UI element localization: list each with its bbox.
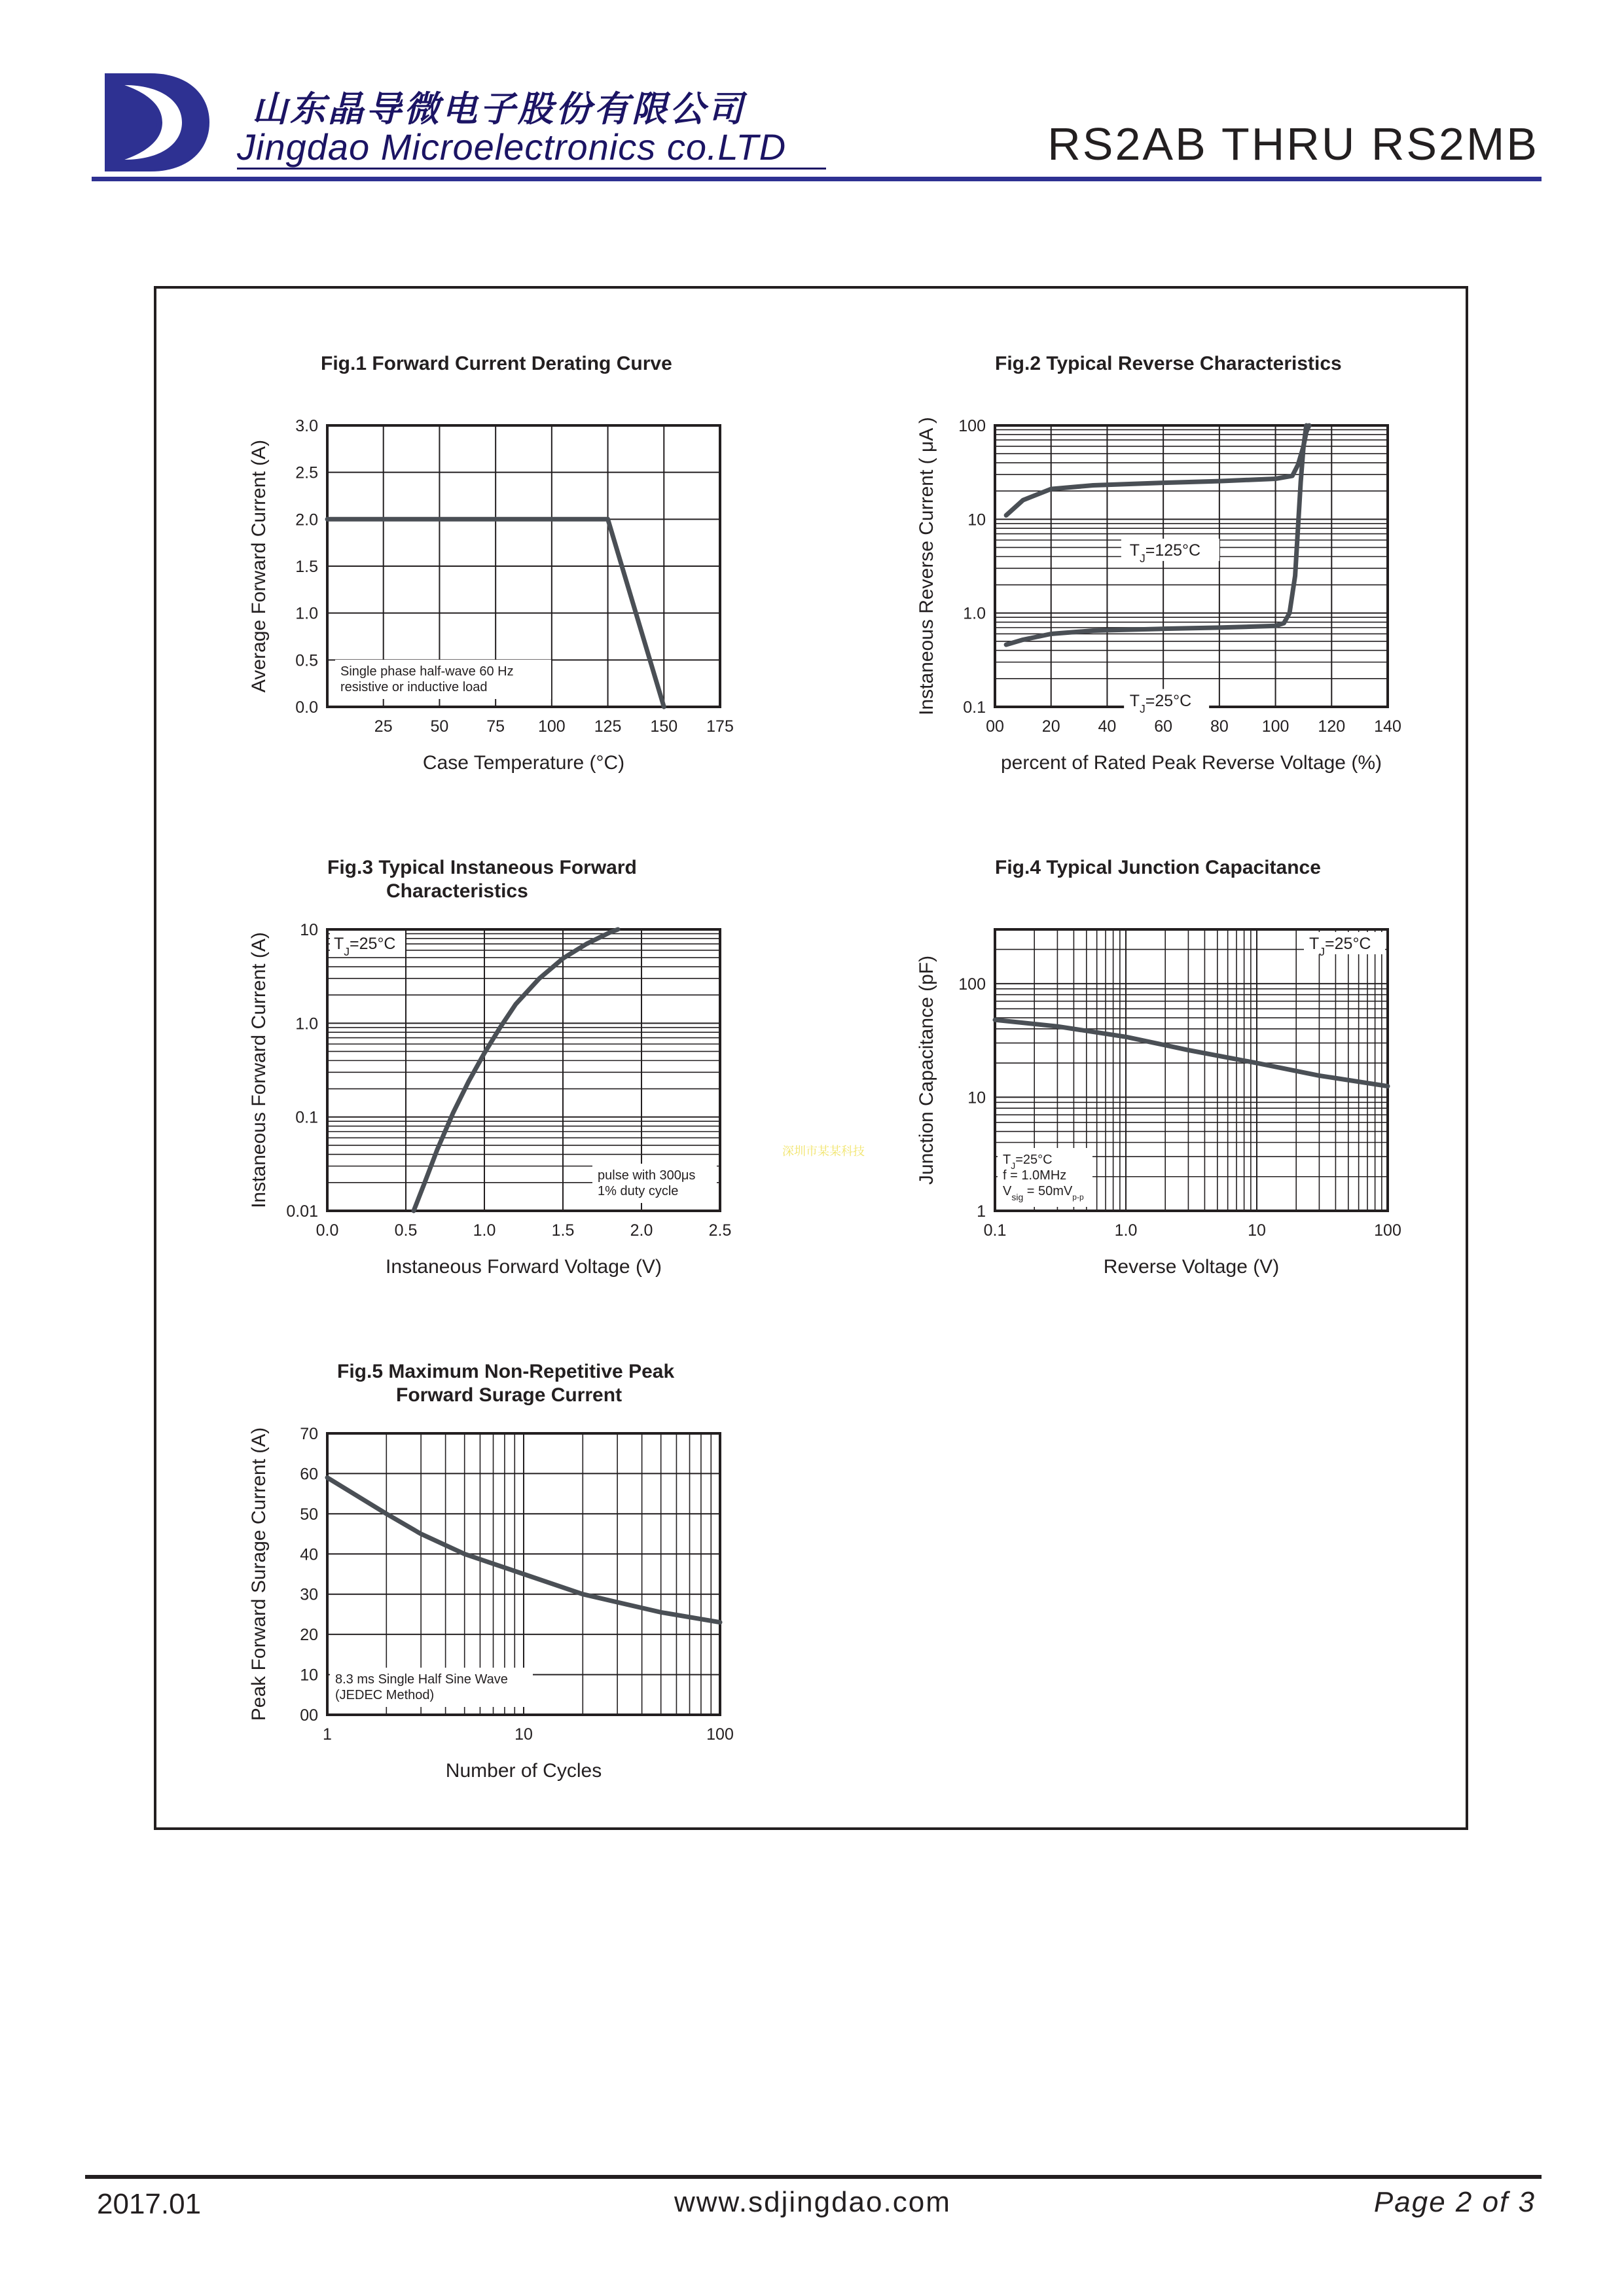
fig1-xtick-label: 100 [537, 717, 566, 736]
fig4-label-tj-sub: J [1319, 945, 1326, 958]
fig2-label-25-main: T [1129, 691, 1140, 710]
fig1-ytick-label: 1.5 [295, 558, 318, 576]
fig3-xtick-label: 1.0 [473, 1221, 496, 1240]
fig2-ytick-label: 1.0 [963, 604, 986, 623]
fig5-ytick-label: 40 [300, 1545, 318, 1564]
fig5-note-line: 8.3 ms Single Half Sine Wave [335, 1672, 508, 1687]
footer-website-link[interactable]: www.sdjingdao.com [674, 2186, 951, 2218]
fig1-ytick-label: 0.5 [295, 651, 318, 670]
fig3-title: Fig.3 Typical Instaneous Forward [327, 857, 637, 878]
fig5-note-line: (JEDEC Method) [335, 1688, 435, 1702]
fig1-ytick-label: 3.0 [295, 417, 318, 435]
fig3-ytick-label: 0.01 [286, 1202, 318, 1221]
fig5-xtick-label: 1 [323, 1725, 332, 1744]
fig4-note-line-sub2: p-p [1072, 1193, 1084, 1202]
fig1-xlabel: Case Temperature (°C) [422, 752, 625, 774]
fig4-note-line-sub: sig [1011, 1192, 1024, 1202]
fig5-title: Fig.5 Maximum Non-Repetitive Peak [337, 1361, 675, 1382]
fig4-ylabel: Junction Capacitance (pF) [916, 955, 937, 1185]
fig4-xtick-label: 0.1 [983, 1221, 1007, 1240]
fig5-ylabel: Peak Forward Surage Current (A) [248, 1427, 270, 1721]
fig5-xtick-label: 10 [514, 1725, 533, 1744]
fig2-label-125-rest: =125°C [1145, 541, 1201, 560]
fig2-xtick-label: 00 [986, 717, 1004, 736]
fig4-capacitance-chart [890, 844, 1466, 1283]
fig2-xtick-label: 60 [1154, 717, 1173, 736]
fig5-ytick-label: 10 [300, 1666, 318, 1685]
fig3-label-tj-sub: J [344, 945, 350, 958]
fig3-ytick-label: 10 [300, 921, 318, 939]
fig3-xlabel: Instaneous Forward Voltage (V) [386, 1256, 662, 1278]
fig3-ylabel: Instaneous Forward Current (A) [248, 932, 270, 1208]
fig3-forward-chart [236, 844, 812, 1283]
fig4-xtick-label: 10 [1248, 1221, 1266, 1240]
company-underline [237, 168, 826, 170]
fig4-ytick-label: 1 [977, 1202, 986, 1221]
fig1-ytick-label: 2.5 [295, 463, 318, 482]
fig1-ytick-label: 2.0 [295, 511, 318, 529]
fig4-note-line-sub: J [1011, 1160, 1016, 1171]
footer-date: 2017.01 [97, 2188, 202, 2220]
fig2-xtick-label: 120 [1318, 717, 1346, 736]
fig2-label-125-main: T [1129, 541, 1140, 560]
fig4-ytick-label: 10 [967, 1088, 986, 1107]
fig4-xtick-label: 1.0 [1114, 1221, 1138, 1240]
fig3-xtick-label: 0.0 [316, 1221, 339, 1240]
fig5-ytick-label: 70 [300, 1425, 318, 1443]
fig4-xlabel: Reverse Voltage (V) [1103, 1256, 1280, 1278]
fig1-ytick-label: 0.0 [295, 698, 318, 717]
fig2-reverse-chart [890, 340, 1466, 779]
fig5-ytick-label: 00 [300, 1706, 318, 1725]
fig1-note-line: resistive or inductive load [340, 680, 488, 694]
fig3-ytick-label: 1.0 [295, 1014, 318, 1033]
fig4-note-line: f = 1.0MHz [1003, 1168, 1067, 1183]
fig2-ytick-label: 0.1 [963, 698, 986, 717]
fig1-ytick-label: 1.0 [295, 604, 318, 623]
fig1-xtick-label: 125 [594, 717, 622, 736]
fig5-xlabel: Number of Cycles [445, 1760, 602, 1782]
fig4-note-line-rest: = 50mV [1023, 1184, 1073, 1198]
fig2-ytick-label: 10 [967, 511, 986, 529]
fig3-xtick-label: 0.5 [394, 1221, 418, 1240]
fig3-note-line: 1% duty cycle [598, 1184, 679, 1198]
fig2-xtick-label: 100 [1261, 717, 1290, 736]
fig2-label-125-sub: J [1139, 552, 1146, 565]
fig4-note-line-main: V [1003, 1184, 1012, 1198]
fig2-plot-border [995, 425, 1388, 707]
fig2-xlabel: percent of Rated Peak Reverse Voltage (%) [1001, 752, 1382, 774]
fig2-xtick-label: 80 [1210, 717, 1229, 736]
fig4-label-tj-main: T [1309, 935, 1320, 953]
fig4-note-line-rest: =25°C [1015, 1153, 1053, 1167]
fig3-note-line: pulse with 300μs [598, 1168, 696, 1183]
fig3-ytick-label: 0.1 [295, 1108, 318, 1127]
fig5-ytick-label: 50 [300, 1505, 318, 1524]
fig5-title-line2: Forward Surage Current [396, 1384, 623, 1406]
fig4-title: Fig.4 Typical Junction Capacitance [995, 857, 1321, 878]
fig1-ylabel: Average Forward Current (A) [248, 439, 270, 693]
fig1-derating-chart [236, 340, 812, 779]
fig2-xtick-label: 40 [1098, 717, 1117, 736]
fig4-label-tj-rest: =25°C [1325, 935, 1371, 953]
fig1-xtick-label: 150 [650, 717, 678, 736]
header-rule [92, 177, 1542, 181]
fig5-ytick-label: 20 [300, 1626, 318, 1645]
fig2-ylabel: Instaneous Reverse Current ( μA ) [916, 417, 937, 715]
fig4-note-line-main: T [1003, 1153, 1011, 1167]
fig5-surge-chart [236, 1348, 812, 1787]
jd-logo-icon [105, 73, 209, 171]
fig3-label-tj-main: T [334, 935, 344, 953]
fig1-title: Fig.1 Forward Current Derating Curve [321, 353, 672, 374]
fig4-label-tj [1309, 935, 1371, 958]
watermark: 深圳市某某科技 [782, 1145, 865, 1158]
fig1-note-line: Single phase half-wave 60 Hz [340, 664, 514, 679]
fig2-title: Fig.2 Typical Reverse Characteristics [995, 353, 1342, 374]
fig3-title-line2: Characteristics [386, 880, 528, 902]
fig2-label-25-sub: J [1139, 702, 1146, 715]
fig4-series-0-line [995, 1020, 1388, 1086]
fig5-ytick-label: 30 [300, 1585, 318, 1604]
fig2-xtick-label: 20 [1041, 717, 1060, 736]
fig3-label-tj [334, 935, 396, 958]
fig4-ytick-label: 100 [958, 975, 986, 994]
fig3-label-tj-rest: =25°C [350, 935, 396, 953]
fig2-label-25 [1130, 692, 1192, 715]
fig1-xtick-label: 25 [374, 717, 393, 736]
fig1-xtick-label: 175 [706, 717, 734, 736]
footer-rule [85, 2175, 1542, 2179]
fig3-series-0-line [414, 929, 618, 1211]
fig5-xtick-label: 100 [706, 1725, 734, 1744]
fig5-ytick-label: 60 [300, 1465, 318, 1484]
fig2-ytick-label: 100 [958, 417, 986, 435]
fig2-label-25-rest: =25°C [1145, 691, 1192, 710]
fig1-xtick-label: 50 [430, 717, 449, 736]
fig3-xtick-label: 1.5 [551, 1221, 575, 1240]
company-name-en: Jingdao Microelectronics co.LTD [237, 126, 787, 168]
fig3-xtick-label: 2.0 [630, 1221, 653, 1240]
company-name-cn: 山东晶导微电子股份有限公司 [252, 88, 746, 130]
footer-page-number: Page 2 of 3 [1373, 2186, 1536, 2218]
part-number-title: RS2AB THRU RS2MB [1047, 118, 1539, 170]
fig2-xtick-label: 140 [1374, 717, 1401, 736]
fig3-xtick-label: 2.5 [708, 1221, 732, 1240]
fig1-xtick-label: 75 [486, 717, 505, 736]
fig4-xtick-label: 100 [1374, 1221, 1401, 1240]
fig2-grid [995, 425, 1388, 707]
